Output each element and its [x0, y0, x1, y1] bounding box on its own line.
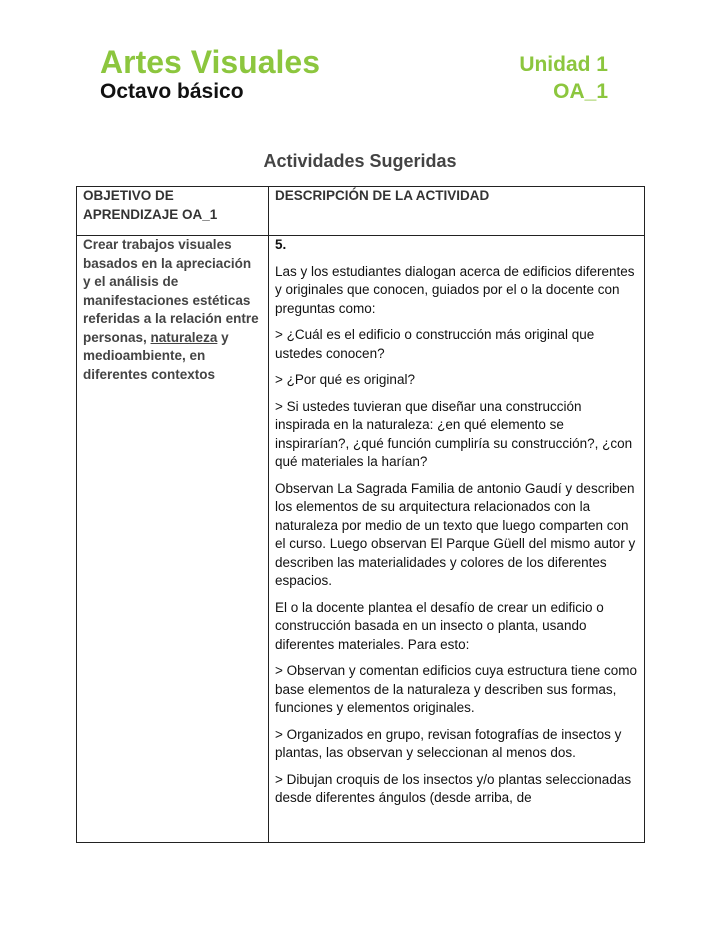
- activity-table: [76, 186, 645, 843]
- oa-label: OA_1: [553, 80, 608, 103]
- section-title: Actividades Sugeridas: [263, 151, 457, 171]
- objective-text-before: Crear trabajos visuales basados en la apreciación y el análisis de manifestaciones estéticas referidas a la relación entre personas,: [83, 237, 259, 345]
- objective-column-header: OBJETIVO DE APRENDIZAJE OA_1: [77, 187, 269, 236]
- objective-text-underlined: naturaleza: [150, 329, 218, 345]
- page-header: [100, 44, 608, 108]
- objective-text-after: y medioambiente, en diferentes contextos: [83, 329, 229, 382]
- table-header-row: [77, 187, 645, 236]
- grade-label: Octavo básico: [100, 80, 244, 103]
- subject-title: Artes Visuales: [100, 44, 320, 80]
- activity-paragraph: > ¿Cuál es el edificio o construcción más original que ustedes conocen?: [275, 327, 595, 361]
- activity-paragraph: > Observan y comentan edificios cuya estructura tiene como base elementos de la naturaleza y describen sus formas, funciones y elementos originales.: [275, 663, 638, 715]
- activity-paragraph: Observan La Sagrada Familia de antonio Gaudí y describen los elementos de su arquitectura relacionados con la naturaleza por medio de un texto que luego comparten con el curso. Luego observan El Parque Güell del mismo autor y describen las materialidades y colores de los diferentes espacios.: [275, 480, 636, 588]
- unit-label: Unidad 1: [519, 53, 608, 76]
- activity-paragraph: El o la docente plantea el desafío de crear un edificio o construcción basada en un insecto o planta, usando diferentes materiales. Para esto:: [275, 599, 604, 652]
- activity-paragraph: Las y los estudiantes dialogan acerca de edificios diferentes y originales que conocen, guiados por el o la docente con preguntas como:: [275, 263, 635, 316]
- table-row: [77, 236, 645, 843]
- objective-cell: [77, 236, 269, 843]
- activity-number: 5.: [275, 237, 287, 252]
- activity-paragraph: > Organizados en grupo, revisan fotografías de insectos y plantas, las observan y seleccionan al menos dos.: [275, 726, 622, 760]
- description-cell: [269, 236, 645, 843]
- description-column-header: DESCRIPCIÓN DE LA ACTIVIDAD: [269, 187, 645, 236]
- activity-paragraph: > Dibujan croquis de los insectos y/o plantas seleccionadas desde diferentes ángulos (desde arriba, de: [275, 771, 632, 805]
- activity-paragraph: > ¿Por qué es original?: [275, 372, 415, 387]
- activity-paragraph: > Si ustedes tuvieran que diseñar una construcción inspirada en la naturaleza: ¿en qué elemento se inspirarían?, ¿qué función cumpliría su construcción?, ¿con qué materiales la harían?: [275, 398, 633, 469]
